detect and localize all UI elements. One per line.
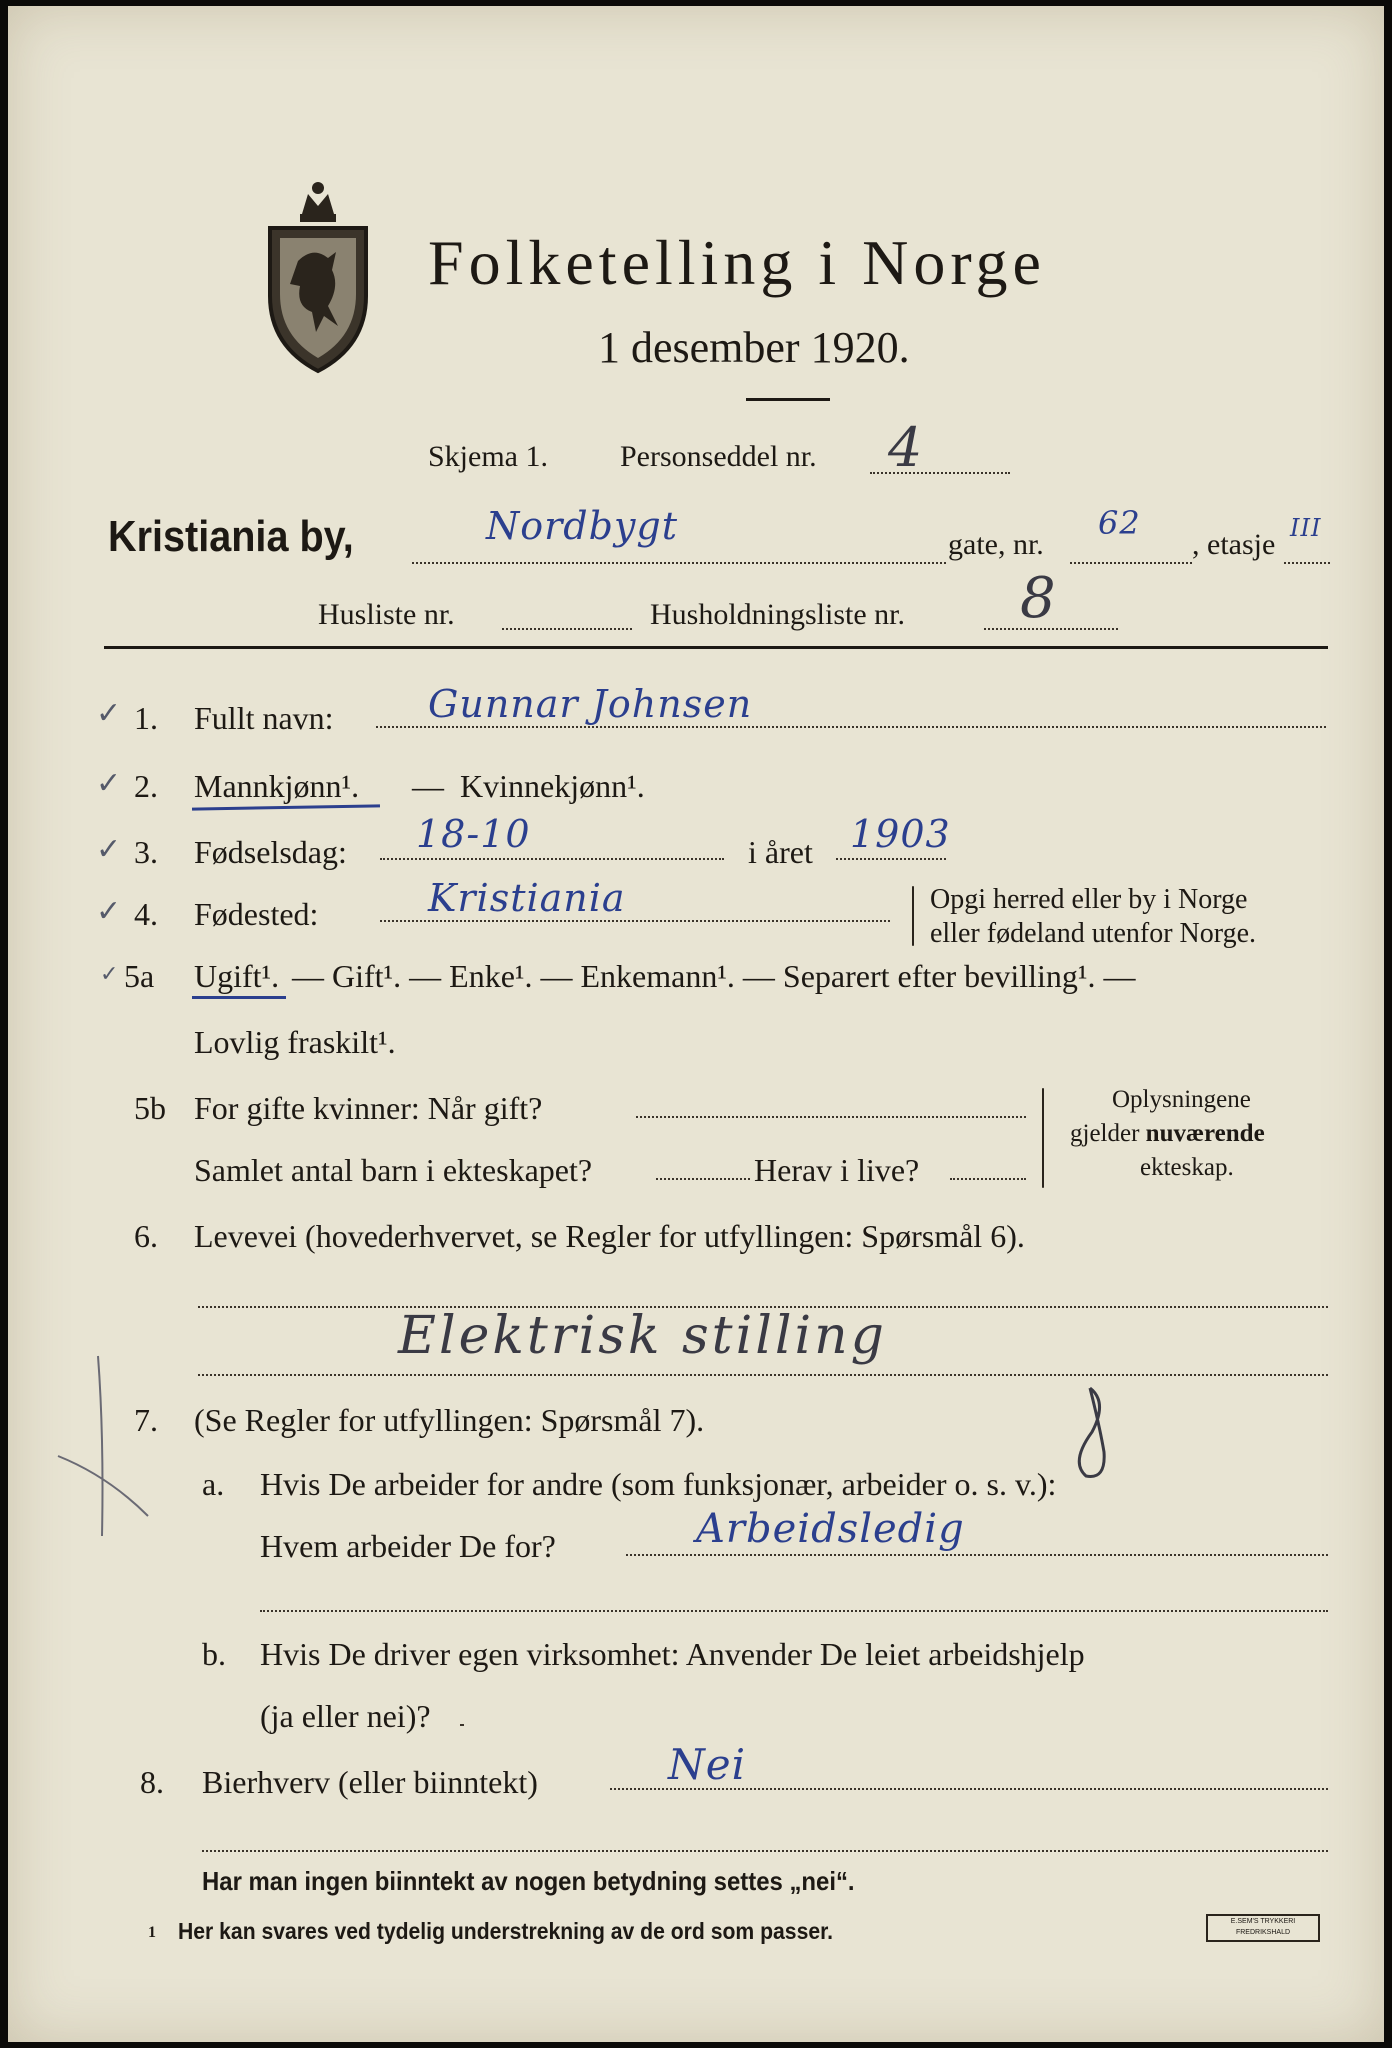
ugift-underline [192, 996, 286, 999]
q2-female-option[interactable]: Kvinnekjønn¹. [460, 768, 645, 804]
q6-number: 6. [134, 1218, 158, 1254]
q8-line2 [202, 1850, 1328, 1852]
q6-label: Levevei (hovederhvervet, se Regler for utfyllingen: Spørsmål 6). [194, 1218, 1025, 1254]
q8-line1 [610, 1788, 1328, 1790]
gate-nr-line [1070, 562, 1192, 564]
printer-stamp: E.SEM'S TRYKKERI FREDRIKSHALD [1206, 1914, 1320, 1942]
q5a-ugift-option[interactable]: Ugift¹. [194, 958, 280, 994]
husholdning-value[interactable]: 8 [1020, 566, 1056, 631]
q4-birthplace-value[interactable]: Kristiania [428, 876, 626, 920]
husholdning-label: Husholdningsliste nr. [650, 598, 906, 631]
q6-occupation-value[interactable]: Elektrisk stilling [398, 1306, 887, 1366]
footer-note: Har man ingen biinntekt av nogen betydning settes „nei“. [202, 1866, 855, 1896]
personseddel-label: Personseddel nr. [620, 440, 817, 473]
q2-number: 2. [134, 768, 158, 804]
q7a-line2: Hvem arbeider De for? [260, 1528, 556, 1564]
check-mark-icon: ✓ [96, 696, 122, 731]
q7a-line-a [626, 1554, 1328, 1556]
q5b-note-line2a: gjelder [1070, 1120, 1140, 1147]
q5b-note-line2b: nuværende [1145, 1120, 1265, 1147]
gate-label: gate, nr. [948, 528, 1044, 561]
q7b-line [460, 1724, 464, 1726]
q1-label: Fullt navn: [194, 700, 334, 736]
q5b-brace [1042, 1088, 1044, 1188]
q4-line [380, 920, 890, 922]
q7b-letter: b. [202, 1636, 226, 1672]
q7a-line-b [260, 1610, 1328, 1612]
etasje-line [1284, 562, 1330, 564]
q3-year-line [836, 858, 946, 860]
etasje-label: , etasje [1192, 528, 1276, 561]
q8-label: Bierhverv (eller biinntekt) [202, 1764, 538, 1800]
q5b-alive-line [950, 1178, 1026, 1180]
q2-male-option[interactable]: Mannkjønn¹. [194, 768, 360, 804]
q5a-line2[interactable]: Lovlig fraskilt¹. [194, 1024, 396, 1060]
street-line [412, 562, 946, 564]
q3-year-label: i året [748, 834, 813, 870]
check-mark-icon: ✓ [100, 962, 119, 987]
personseddel-line [870, 472, 1010, 474]
q7-label: (Se Regler for utfyllingen: Spørsmål 7). [194, 1402, 705, 1438]
q4-brace [912, 886, 914, 946]
q5b-alive-label: Herav i live? [754, 1152, 920, 1188]
skjema-label: Skjema 1. [428, 440, 548, 473]
q2-separator: — [412, 768, 444, 804]
q4-note-line2: eller fødeland utenfor Norge. [930, 918, 1257, 949]
husholdning-line [984, 628, 1118, 630]
header-rule [104, 646, 1328, 649]
coat-of-arms-icon [258, 166, 378, 376]
q5b-children-line [656, 1178, 750, 1180]
q5a-other-options[interactable]: — Gift¹. — Enke¹. — Enkemann¹. — Separert efter bevilling¹. — [292, 958, 1136, 994]
q3-line [380, 858, 724, 860]
q5b-note-line3: ekteskap. [1140, 1154, 1234, 1181]
etasje-value[interactable]: III [1290, 514, 1322, 542]
check-mark-icon: ✓ [96, 766, 122, 801]
q3-year-value[interactable]: 1903 [850, 812, 951, 856]
male-underline [192, 804, 380, 810]
q1-full-name-value[interactable]: Gunnar Johnsen [428, 682, 753, 726]
city-label: Kristiania by, [108, 512, 354, 561]
census-form-page [8, 6, 1384, 2042]
check-mark-icon: ✓ [96, 832, 122, 867]
footnote-text: Her kan svares ved tydelig understrekning av de ord som passer. [178, 1918, 834, 1944]
q3-label: Fødselsdag: [194, 834, 347, 870]
q3-number: 3. [134, 834, 158, 870]
q6-line2 [198, 1374, 1328, 1376]
title-divider [746, 398, 830, 401]
q7a-letter: a. [202, 1466, 225, 1502]
street-value[interactable]: Nordbygt [486, 504, 679, 548]
personseddel-value[interactable]: 4 [888, 416, 923, 479]
q5b-children-label: Samlet antal barn i ekteskapet? [194, 1152, 593, 1188]
q5a-number: 5a [124, 958, 155, 994]
footnote-mark: 1 [148, 1924, 156, 1941]
q7a-text: Hvis De arbeider for andre (som funksjonær, arbeider o. s. v.): [260, 1466, 1057, 1502]
gate-nr-value[interactable]: 62 [1098, 504, 1141, 542]
q1-line [376, 726, 1326, 728]
q4-note-line1: Opgi herred eller by i Norge [930, 884, 1248, 915]
check-mark-icon: ✓ [96, 894, 122, 929]
husliste-label: Husliste nr. [318, 598, 455, 631]
margin-cross-mark-icon [48, 1346, 158, 1546]
q5b-note-line1: Oplysningene [1112, 1086, 1251, 1113]
q1-number: 1. [134, 700, 158, 736]
q5b-married-line [636, 1116, 1026, 1118]
q7-number: 7. [134, 1402, 158, 1438]
q5b-label: For gifte kvinner: Når gift? [194, 1090, 543, 1126]
census-date: 1 desember 1920. [598, 323, 910, 372]
q7a-employer-value[interactable]: Arbeidsledig [696, 1506, 965, 1552]
q7b-line2: (ja eller nei)? [260, 1698, 431, 1734]
handwritten-mark-icon [1060, 1382, 1120, 1482]
q4-number: 4. [134, 896, 158, 932]
q8-secondary-income-value[interactable]: Nei [668, 1740, 747, 1789]
q8-number: 8. [140, 1764, 164, 1800]
q5b-number: 5b [134, 1090, 166, 1126]
q4-label: Fødested: [194, 896, 319, 932]
q3-birthday-value[interactable]: 18-10 [416, 812, 531, 856]
husliste-line [502, 628, 632, 630]
form-title: Folketelling i Norge [428, 227, 1046, 298]
q7b-text: Hvis De driver egen virksomhet: Anvender De leiet arbeidshjelp [260, 1636, 1085, 1672]
